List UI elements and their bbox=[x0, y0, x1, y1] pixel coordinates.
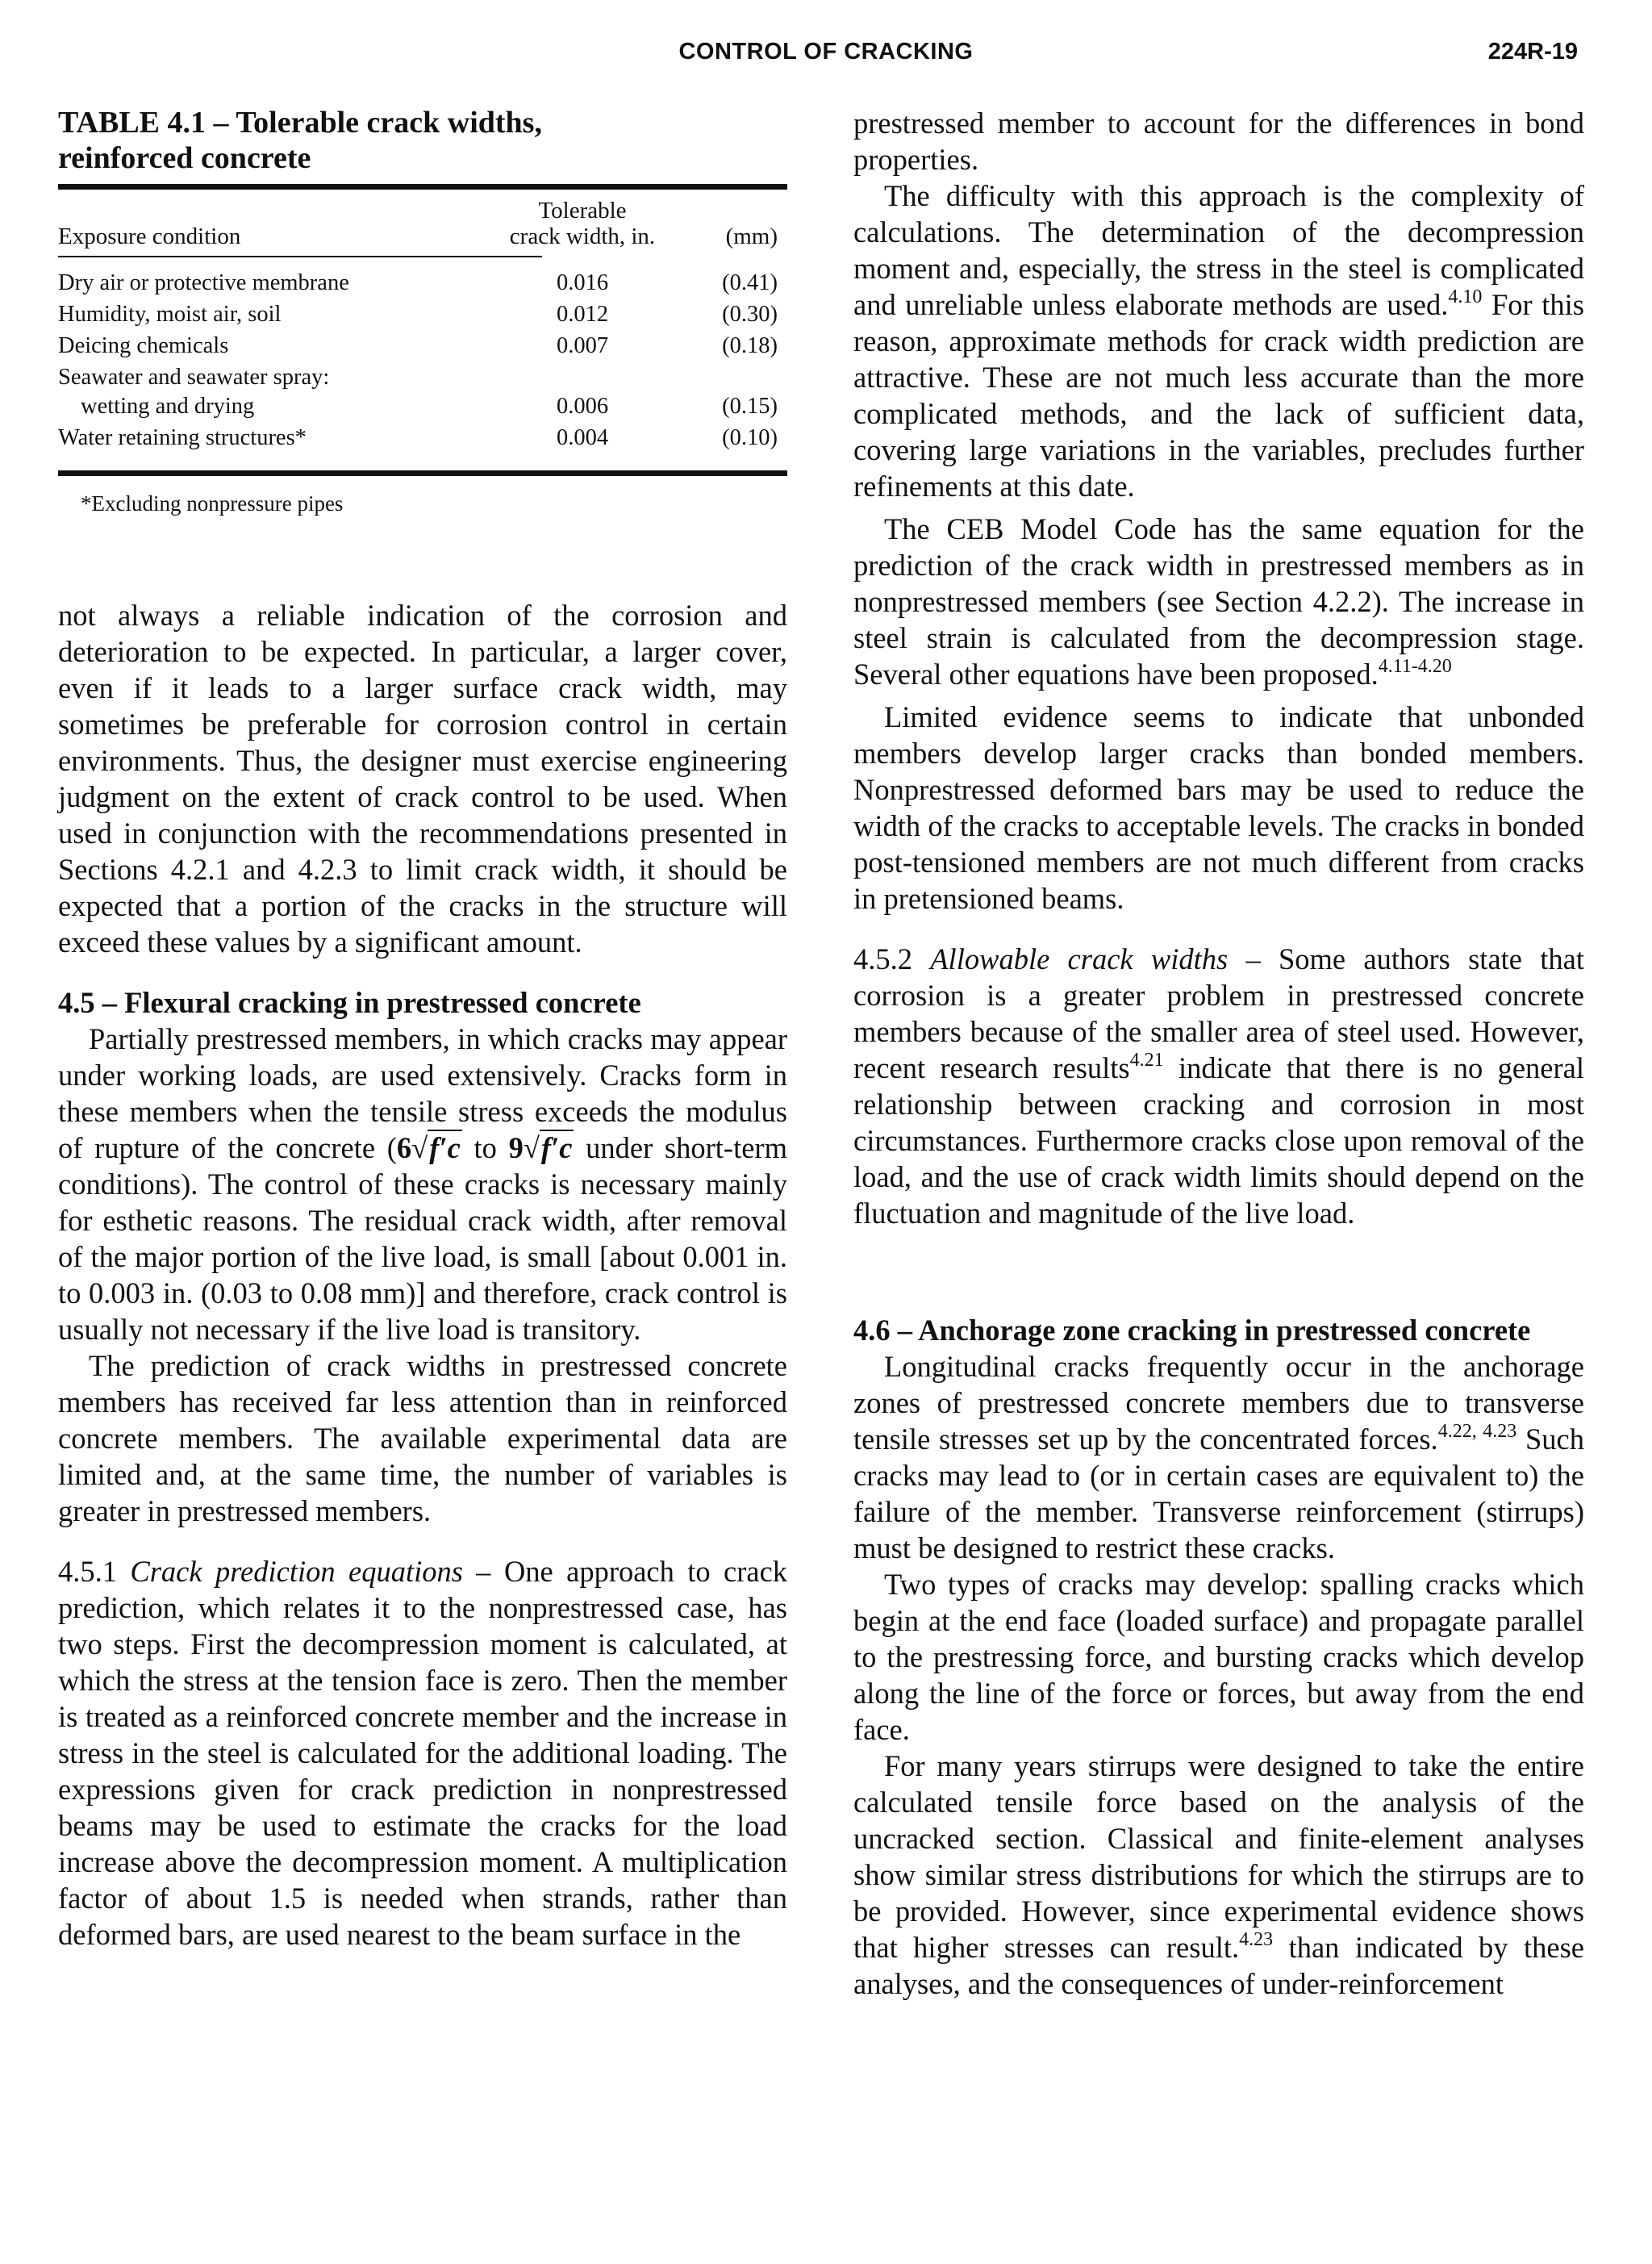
text-stirrups-b: than indicated by these analyses, and the consequences of under-reinforcement bbox=[853, 1931, 1584, 2000]
modulus-formula: 6√f′c bbox=[396, 1131, 461, 1164]
table-bottom-rule bbox=[58, 470, 787, 476]
page-number: 224R-19 bbox=[1487, 39, 1578, 65]
row-width-in: 0.004 bbox=[556, 425, 609, 450]
paragraph-two-types: Two types of cracks may develop: spalling cracks which begin at the end face (loaded surface) and propagate parallel to the prestressing force, and bursting cracks which develop along the line of the force or forces, but away from the end face. bbox=[853, 1568, 1584, 1746]
section-4-5-2-dash: – bbox=[1228, 942, 1279, 975]
paragraph-ceb bbox=[853, 511, 1584, 692]
paragraph-limited-evidence: Limited evidence seems to indicate that unbonded members develop larger cracks than bonded members. Nonprestressed deformed bars may be used to reduce the width of the cracks to acceptable levels. The cracks in bonded post-tensioned members are not much different from cracks in pretensioned beams. bbox=[853, 700, 1584, 915]
table-row bbox=[58, 332, 787, 361]
ref-4-22-4-23: 4.22, 4.23 bbox=[1437, 1421, 1517, 1442]
text-longitudinal-b: Such cracks may lead to (or in certain cases are equivalent to) the failure of the member. Transverse reinforcement (stirrups) must be designed to restrict these cracks. bbox=[853, 1422, 1584, 1564]
table-row bbox=[58, 363, 787, 421]
formula-fc-2: f′c bbox=[540, 1131, 573, 1164]
paragraph-difficulty bbox=[853, 178, 1584, 504]
running-title: CONTROL OF CRACKING bbox=[678, 39, 974, 65]
row-width-in: 0.012 bbox=[556, 302, 609, 327]
paragraph-prediction: The prediction of crack widths in prestressed concrete members has received far less attention than in reinforced concrete members. The available experimental data are limited and, at the same time, the number of variables is greater in prestressed members. bbox=[58, 1349, 787, 1527]
row-width-mm: (0.18) bbox=[722, 333, 778, 358]
modulus-formula-2: 9√f′c bbox=[508, 1131, 573, 1164]
row-condition: Dry air or protective membrane bbox=[58, 270, 349, 295]
row-width-mm: (0.10) bbox=[722, 425, 778, 450]
row-condition: Water retaining structures* bbox=[58, 425, 307, 450]
table-top-rule bbox=[58, 184, 787, 190]
header-tolerable-width bbox=[478, 198, 687, 249]
section-4-5-heading: 4.5 – Flexural cracking in prestressed concrete bbox=[58, 986, 641, 1019]
text-longitudinal-a: Longitudinal cracks frequently occur in the anchorage zones of prestressed concrete members due to transverse tensile stresses set up by the concentrated forces. bbox=[853, 1350, 1584, 1456]
formula-fc-1: f′c bbox=[429, 1131, 461, 1164]
table-title bbox=[58, 105, 787, 176]
text-partially-prestressed: Partially prestressed members, in which cracks may appear under working loads, are used extensively. Cracks form in these members when the tensile stress exceeds the modulus of rupture of the concrete ( bbox=[58, 1022, 787, 1164]
header-tolerable-line1: Tolerable bbox=[538, 198, 627, 223]
right-column bbox=[853, 105, 1584, 2002]
table-row bbox=[58, 424, 787, 453]
paragraph-partially-prestressed bbox=[58, 1021, 787, 1347]
table-row bbox=[58, 269, 787, 298]
text-ceb: The CEB Model Code has the same equation for the prediction of the crack width in prestressed members as in nonprestressed members (see Section 4.2.2). The increase in steel strain is calculated from the decompression stage. Several other equations have been proposed. bbox=[853, 512, 1584, 691]
formula-to: to bbox=[461, 1131, 509, 1164]
ref-4-11-4-20: 4.11-4.20 bbox=[1378, 656, 1452, 677]
header-exposure-condition: Exposure condition bbox=[58, 223, 241, 249]
section-4-5-2-number: 4.5.2 bbox=[853, 942, 912, 975]
text-stirrups-a: For many years stirrups were designed to take the entire calculated tensile force based on the analysis of the uncracked section. Classical and finite-element analyses show similar stress distributions for which the stirrups are to be provided. However, since experimental evidence shows that higher stresses can result. bbox=[853, 1749, 1584, 1964]
row-condition: Seawater and seawater spray: bbox=[58, 365, 330, 390]
paragraph-longitudinal bbox=[853, 1348, 1584, 1566]
text-difficulty-b: For this reason, approximate methods for crack width prediction are attractive. These are not much less accurate than the more complicated methods, and the lack of sufficient data, covering large variations in the variables, precludes further refinements at this date. bbox=[853, 288, 1584, 503]
section-4-6-heading: 4.6 – Anchorage zone cracking in prestressed concrete bbox=[853, 1314, 1531, 1347]
formula-coefficient-6: 6 bbox=[396, 1131, 412, 1164]
section-4-5-1-number: 4.5.1 bbox=[58, 1555, 117, 1588]
section-4-5-2 bbox=[853, 941, 1584, 1231]
running-header bbox=[0, 39, 1652, 71]
header-tolerable-line2: crack width, in. bbox=[509, 223, 656, 249]
ref-4-10: 4.10 bbox=[1448, 286, 1483, 307]
text-difficulty-a: The difficulty with this approach is the complexity of calculations. The determination of the decompression moment and, especially, the stress in the steel is complicated and unreliable unless elaborate methods are used. bbox=[853, 179, 1584, 321]
row-width-in: 0.016 bbox=[556, 270, 609, 295]
table-title-line1: TABLE 4.1 – Tolerable crack widths, bbox=[58, 106, 542, 140]
table-4-1 bbox=[58, 105, 787, 516]
ref-4-21: 4.21 bbox=[1129, 1050, 1164, 1071]
paragraph-corrosion: not always a reliable indication of the corrosion and deterioration to be expected. In particular, a larger cover, even if it leads to a larger surface crack width, may sometimes be preferable for corrosion control in certain environments. Thus, the designer must exercise engineering judgment on the extent of crack control to be used. When used in conjunction with the recommendations presented in Sections 4.2.1 and 4.2.3 to limit crack width, it should be expected that a portion of the cracks in the structure will exceed these values by a significant amount. bbox=[58, 599, 787, 959]
row-width-mm: (0.15) bbox=[722, 394, 778, 419]
paragraph-continuation: prestressed member to account for the differences in bond properties. bbox=[853, 107, 1584, 176]
row-condition: Deicing chemicals bbox=[58, 333, 229, 358]
table-row bbox=[58, 300, 787, 329]
text-short-term: under short-term conditions). The control of these cracks is necessary mainly for esthetic reasons. The residual crack width, after removal of the major portion of the live load, is small [about 0.001 in. to 0.003 in. (0.03 to 0.08 mm)] and therefore, crack control is usually not necessary if the live load is transitory. bbox=[58, 1131, 787, 1346]
row-width-in: 0.006 bbox=[556, 394, 609, 419]
row-width-mm: (0.41) bbox=[722, 270, 778, 295]
table-footnote: *Excluding nonpressure pipes bbox=[81, 491, 344, 516]
section-4-5-1-title: Crack prediction equations bbox=[130, 1555, 463, 1588]
row-condition: Humidity, moist air, soil bbox=[58, 302, 282, 327]
section-4-5-1 bbox=[58, 1553, 787, 1953]
section-4-5-1-text: One approach to crack prediction, which relates it to the nonprestressed case, has two steps. First the decompression moment is calculated, at which the stress at the tension face is zero. Then the member is treated as a reinforced concrete member and the increase in stress in the steel is calculated for the additional loading. The expressions given for crack prediction in nonprestressed beams may be used to estimate the cracks for the load increase above the decompression moment. A multiplication factor of about 1.5 is needed when strands, rather than deformed bars, are used nearest to the beam surface in the bbox=[58, 1555, 788, 1951]
table-header-row bbox=[58, 190, 787, 254]
text-452-a: Some authors state that corrosion is a greater problem in prestressed concrete members because of the smaller area of steel used. However, recent research results bbox=[853, 942, 1584, 1084]
row-condition-line2: wetting and drying bbox=[81, 394, 255, 419]
paragraph-stirrups bbox=[853, 1748, 1584, 2002]
table-header-rule bbox=[58, 256, 542, 257]
left-column bbox=[58, 105, 787, 1953]
text-452-b: indicate that there is no general relationship between cracking and corrosion in most circumstances. Furthermore cracks close upon removal of the load, and the use of crack width limits should depend on the fluctuation and magnitude of the live load. bbox=[853, 1051, 1584, 1230]
header-mm: (mm) bbox=[725, 223, 778, 249]
section-4-5-2-title: Allowable crack widths bbox=[930, 942, 1229, 975]
row-width-mm: (0.30) bbox=[722, 302, 778, 327]
section-4-5-1-dash: – bbox=[462, 1555, 504, 1588]
table-title-line2: reinforced concrete bbox=[58, 141, 311, 175]
formula-coefficient-9: 9 bbox=[508, 1131, 524, 1164]
ref-4-23: 4.23 bbox=[1239, 1929, 1274, 1950]
row-width-in: 0.007 bbox=[556, 333, 609, 358]
